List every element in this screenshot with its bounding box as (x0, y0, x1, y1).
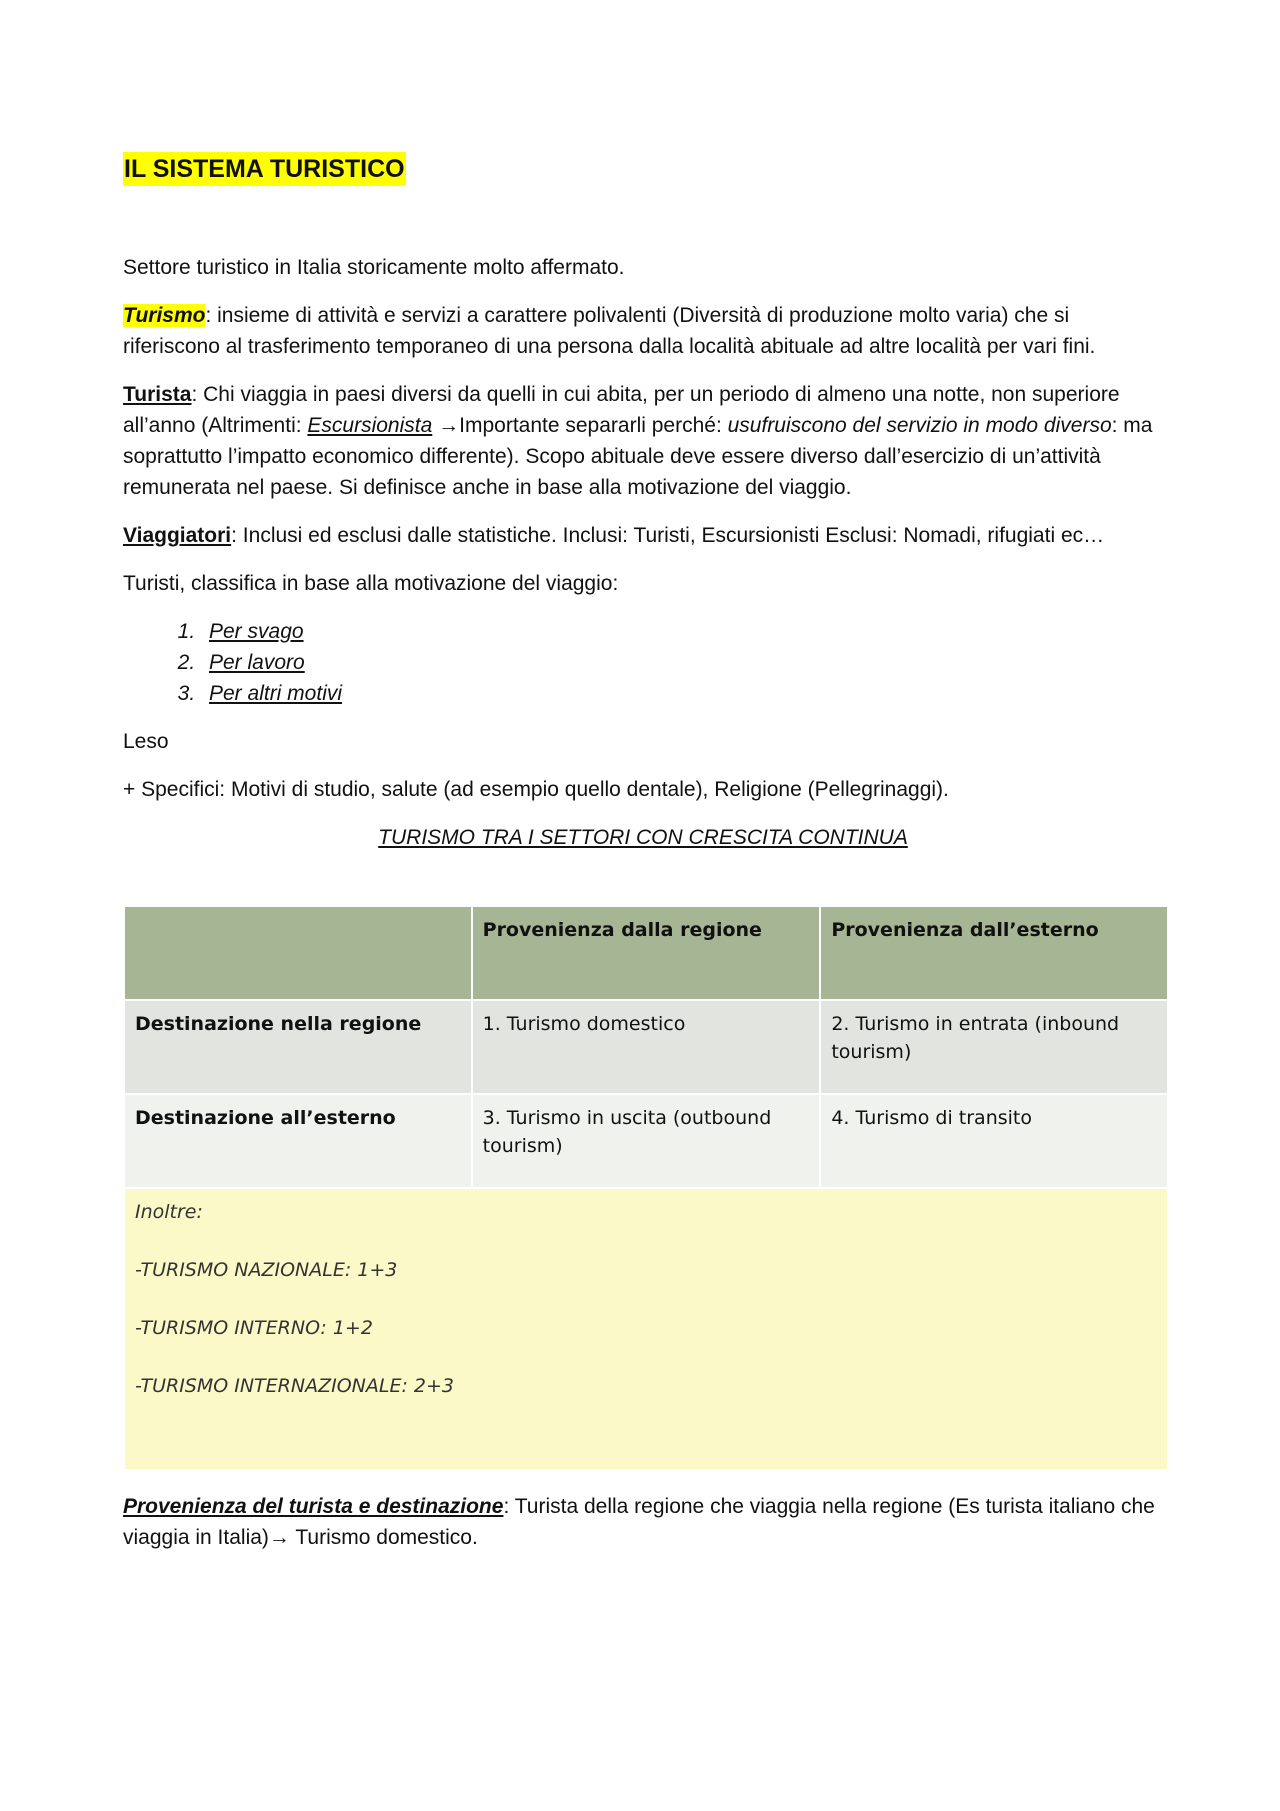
intro-paragraph: Settore turistico in Italia storicamente molto affermato. (123, 256, 625, 279)
viaggiatori-text: : Inclusi ed esclusi dalle statistiche. Inclusi: Turisti, Escursionisti Esclusi: Nomadi, rifugiati ec… (231, 524, 1105, 547)
specifici-paragraph: + Specifici: Motivi di studio, salute (ad esempio quello dentale), Religione (Pellegrinaggi). (123, 778, 949, 801)
provenienza-term: Provenienza del turista e destinazione (123, 1495, 504, 1518)
arrow-icon: → (268, 1526, 290, 1549)
list-item: 2. Per lavoro (201, 647, 1163, 678)
classifica-intro: Turisti, classifica in base alla motivazione del viaggio: (123, 572, 619, 595)
turista-text-3: : ma soprattutto l’impatto economico differente). Scopo abituale deve essere diverso dall’esercizio di un’attività remunerata nel paese. Si definisce anche in base alla motivazione del viaggio. (123, 414, 1153, 499)
table-cell: 4. Turismo di transito (820, 1094, 1168, 1188)
list-item: 1. Per svago (201, 616, 1163, 647)
table-row-header: Destinazione all’esterno (124, 1094, 472, 1188)
table-header-row (124, 906, 1168, 1000)
list-item: 3. Per altri motivi (201, 678, 1163, 709)
table-note-cell (124, 1188, 1168, 1470)
escursionista-term: Escursionista (307, 414, 433, 437)
provenienza-text: : Turista della regione che viaggia nella regione (Es turista italiano che viaggia in Italia) (123, 1495, 1155, 1549)
viaggiatori-term: Viaggiatori (123, 524, 232, 547)
note-line: -TURISMO NAZIONALE: 1+3 (135, 1259, 398, 1281)
turista-definition (123, 379, 1163, 503)
turismo-definition (123, 300, 1163, 362)
document-content (123, 152, 1163, 1570)
turista-text-2: Importante separarli perché: (459, 414, 728, 437)
turista-term: Turista (123, 383, 192, 406)
leso-paragraph: Leso (123, 730, 169, 753)
turista-italic: usufruiscono del servizio in modo diverso (727, 414, 1112, 437)
note-line: -TURISMO INTERNO: 1+2 (135, 1317, 373, 1339)
document-title: IL SISTEMA TURISTICO (123, 152, 406, 186)
table-row (124, 1094, 1168, 1188)
table-cell: 1. Turismo domestico (472, 1000, 821, 1094)
note-line: Inoltre: (135, 1201, 203, 1223)
table-row (124, 1000, 1168, 1094)
section-heading: TURISMO TRA I SETTORI CON CRESCITA CONTINUA (378, 826, 908, 849)
table-cell: 2. Turismo in entrata (inbound tourism) (820, 1000, 1168, 1094)
arrow-icon: → (432, 414, 460, 437)
provenienza-paragraph (123, 1491, 1163, 1553)
provenienza-text-2: Turismo domestico. (289, 1526, 478, 1549)
turista-text-1: : Chi viaggia in paesi diversi da quelli in cui abita, per un periodo di almeno una notte, non superiore all’anno (Altrimenti: (123, 383, 1120, 437)
note-line: -TURISMO INTERNAZIONALE: 2+3 (135, 1375, 454, 1397)
table-row-header: Destinazione nella regione (124, 1000, 472, 1094)
table-cell: 3. Turismo in uscita (outbound tourism) (472, 1094, 821, 1188)
motivi-list (123, 616, 1163, 709)
table-header-cell: Provenienza dalla regione (472, 906, 821, 1000)
table-note-row (124, 1188, 1168, 1470)
tourism-table (123, 905, 1169, 1471)
table-header-cell: Provenienza dall’esterno (820, 906, 1168, 1000)
turismo-term: Turismo (123, 304, 206, 327)
turismo-text: : insieme di attività e servizi a carattere polivalenti (Diversità di produzione molto varia) che si riferiscono al trasferimento temporaneo di una persona dalla località abituale ad altre località per vari fini. (123, 304, 1096, 358)
viaggiatori-definition (123, 520, 1163, 551)
table-header-cell (124, 906, 472, 1000)
